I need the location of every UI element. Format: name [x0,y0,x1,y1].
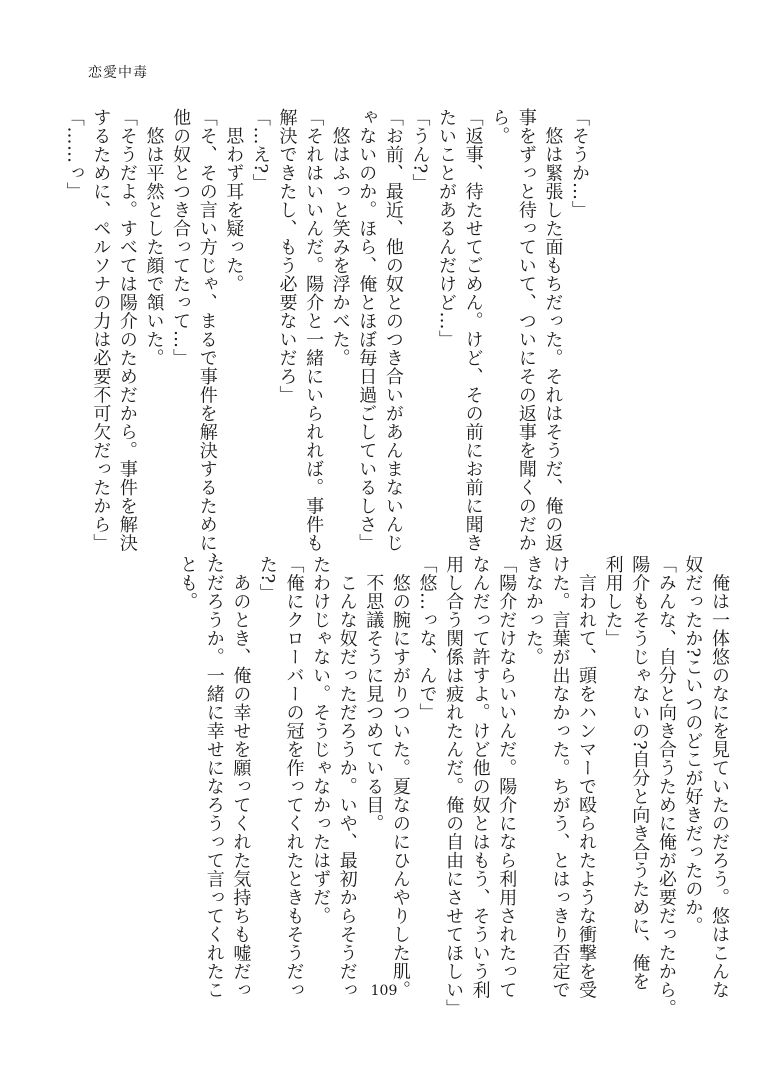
text-line: 不思議そうに見つめている目。 [363,555,385,833]
text-line: 「そうか…」 [569,108,590,219]
text-line: 悠は平然とした顔で頷いた。 [143,108,165,367]
text-line: 「俺にクローバーの冠を作ってくれたときもそうだっ [283,555,305,999]
text-line: 言われて、頭をハンマーで殴られたような衝撃を受 [576,555,598,999]
text-line: 悠は緊張した面もちだった。それはそうだ、俺の返 [542,108,564,552]
text-line: 悠はふっと笑みを浮かべた。 [329,108,351,367]
text-line: 「お前、最近、他の奴とのつき合いがあんまないんじ [382,108,404,552]
upper-text-block [60,108,592,571]
text-line: た?」 [256,555,278,603]
text-line: 利用した」 [602,555,624,648]
text-line: 「そうだよ。すべては陽介のためだから。事件を解決 [116,108,138,552]
text-line: ゃないのか。ほら、俺とほぼ毎日過ごしているしさ」 [356,108,378,552]
text-line: 解決できたし、もう必要ないだろ」 [276,108,298,404]
text-line: 「悠…っな、んで」 [416,555,438,722]
text-line: 「うん?」 [409,108,431,193]
text-line: 「返事、待たせてごめん。けど、その前にお前に聞き [462,108,484,552]
text-line: なんだって許すよ。けど他の奴とはもう、そういう利 [469,555,491,999]
text-line: ただろうか。一緒に幸せになろうって言ってくれたこ [203,555,225,999]
text-line: 「……っ」 [63,108,85,201]
text-line: とも。 [177,555,199,611]
text-line: 思わず耳を疑った。 [223,108,245,293]
text-line: 「みんな、自分と向き合うために俺が必要だったから。 [655,555,677,1018]
text-line: 「そ、その言い方じゃ、まるで事件を解決するために、 [196,108,218,571]
text-line: たわけじゃない。そうじゃなかったはずだ。 [310,555,332,925]
text-line: あのとき、俺の幸せを願ってくれた気持ちも嘘だっ [230,555,252,999]
running-header-title: 恋愛中毒 [88,65,148,81]
text-line: 奴だったか?こいつのどこが好きだったのか。 [682,555,704,936]
text-line: 「それはいいんだ。陽介と一緒にいられれば。事件も [303,108,325,552]
text-line: 用し合う関係は疲れたんだ。俺の自由にさせてほしい」 [443,555,465,1018]
text-line: こんな奴だっただろうか。いや、最初からそうだっ [336,555,358,999]
text-line: ら。 [489,108,511,145]
text-line: 事をずっと待っていて、ついにその返事を聞くのだか [515,108,537,552]
text-line: きなかった。 [522,555,544,666]
text-line: 俺は一体悠のなにを見ていたのだろう。悠はこんな [709,555,730,999]
text-line: 「…え?」 [249,108,271,193]
text-line: たいことがあるんだけど…」 [436,108,458,349]
page-number: 109 [370,983,398,999]
text-line: 陽介もそうじゃないの?自分と向き合うために、俺を [629,555,651,991]
text-line: 「陽介だけならいいんだ。陽介になら利用されたって [496,555,518,999]
text-line: するために、ペルソナの力は必要不可欠だったから」 [90,108,112,552]
text-line: けた。言葉が出なかった。ちがう、とはっきり否定で [549,555,571,999]
text-line: 悠の腕にすがりついた。夏なのにひんやりした肌。 [389,555,411,999]
text-line: 他の奴とつき合ってたって…」 [170,108,192,367]
